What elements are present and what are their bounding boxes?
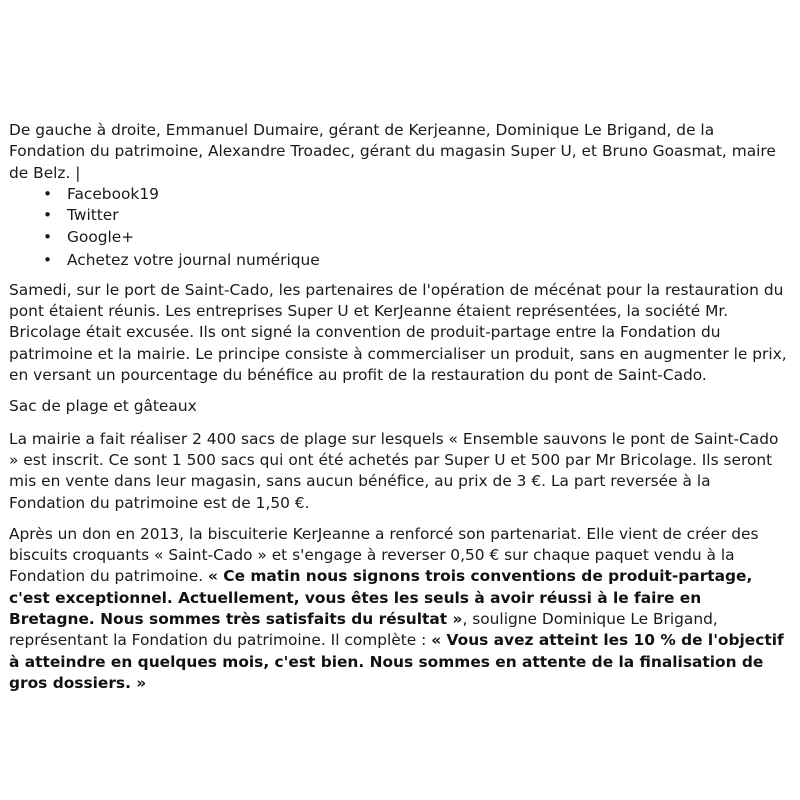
social-share-list [9,184,789,272]
bullet-icon: • [43,206,53,225]
article-subheading: Sac de plage et gâteaux [9,397,197,416]
share-link-facebook[interactable]: Facebook19 [67,184,159,203]
paragraph-biscuits-attribution: , souligne Dominique Le Brigand, représentant la Fondation du patrimoine. Il complète : [9,610,718,650]
quote-objective: « Vous avez atteint les 10 % de l'objectif à atteindre en quelques mois, c'est bien. Nous sommes en attente de la finalisation de gros dossiers. » [9,631,784,692]
paragraph-biscuits [9,524,789,694]
quote-conventions: « Ce matin nous signons trois conventions de produit-partage, c'est exceptionnel. Actuellement, vous êtes les seuls à avoir réussi à le faire en Bretagne. Nous sommes très satisfaits du résultat » [9,567,753,629]
paragraph-beach-bags: La mairie a fait réaliser 2 400 sacs de plage sur lesquels « Ensemble sauvons le pont de Saint-Cado » est inscrit. Ce sont 1 500 sacs qui ont été achetés par Super U et 500 par Mr Bricolage. Ils seront mis en vente dans leur magasin, sans aucun bénéfice, au prix de 3 €. La part reversée à la Fondation du patrimoine est de 1,50 €. [9,429,779,512]
share-item-twitter[interactable] [9,205,789,227]
bullet-icon: • [43,184,53,203]
share-item-facebook[interactable] [9,184,789,206]
share-item-digital-journal[interactable] [9,250,789,272]
share-item-googleplus[interactable] [9,227,789,249]
photo-caption: De gauche à droite, Emmanuel Dumaire, gérant de Kerjeanne, Dominique Le Brigand, de la Fondation du patrimoine, Alexandre Troadec, gérant du magasin Super U, et Bruno Goasmat, maire de Belz. | [9,121,776,182]
article-body [9,120,789,704]
bullet-icon: • [43,251,53,270]
paragraph-biscuits-intro: Après un don en 2013, la biscuiterie KerJeanne a renforcé son partenariat. Elle vient de créer des biscuits croquants « Saint-Cado » et s'engage à reverser 0,50 € sur chaque paquet vendu à la Fondation du patrimoine. [9,524,759,586]
bullet-icon: • [43,227,53,246]
share-link-googleplus[interactable]: Google+ [67,227,135,246]
share-link-twitter[interactable]: Twitter [67,206,119,225]
paragraph-intro: Samedi, sur le port de Saint-Cado, les partenaires de l'opération de mécénat pour la restauration du pont étaient réunis. Les entreprises Super U et KerJeanne étaient représentées, la société Mr. Bricolage était excusée. Ils ont signé la convention de produit-partage entre la Fondation du patrimoine et la mairie. Le principe consiste à commercialiser un produit, sans en augmenter le prix, en versant un pourcentage du bénéfice au profit de la restauration du pont de Saint-Cado. [9,280,787,385]
buy-digital-journal-link[interactable]: Achetez votre journal numérique [67,251,320,270]
